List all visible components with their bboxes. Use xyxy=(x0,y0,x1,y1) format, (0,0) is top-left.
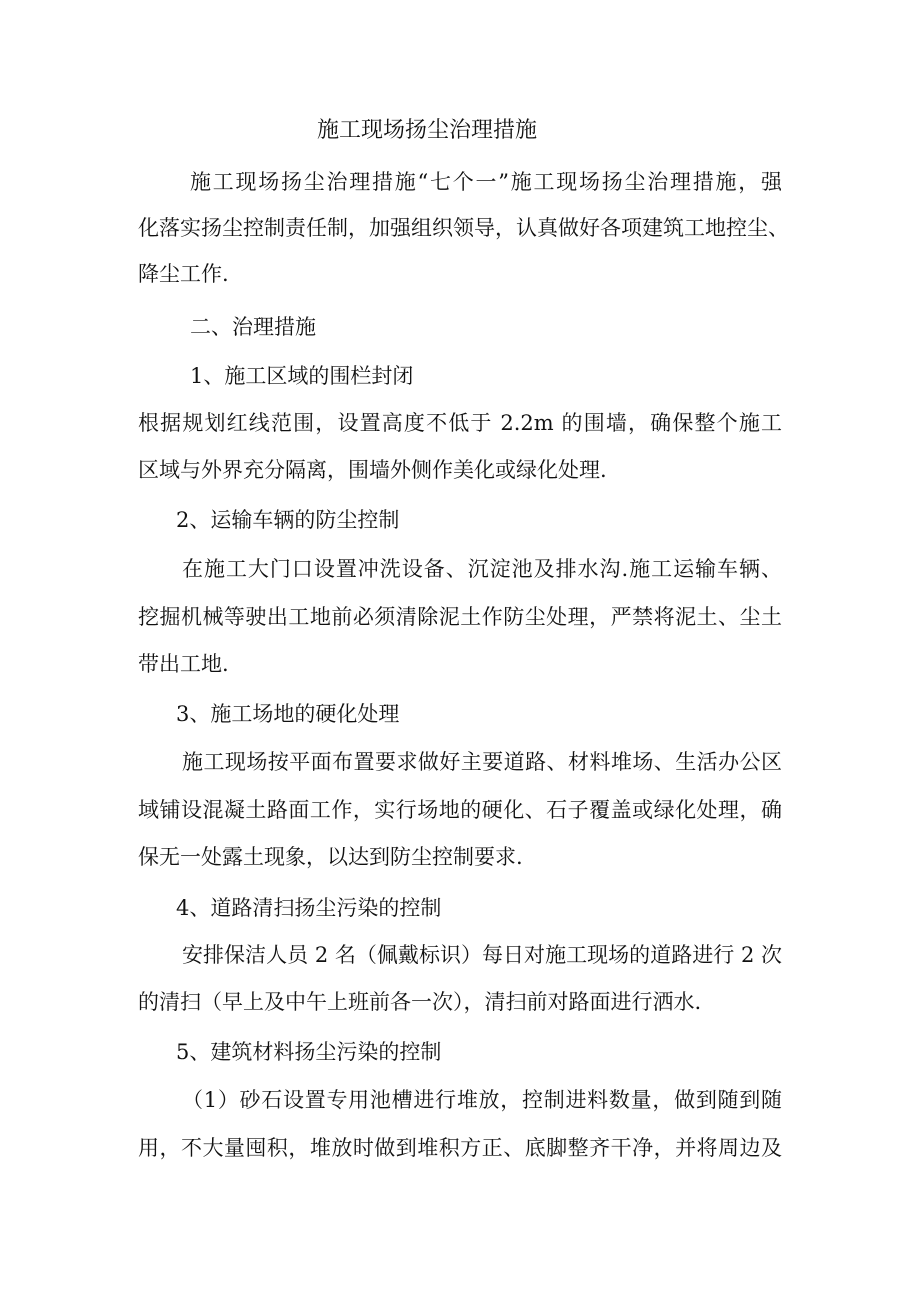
subsection-heading: 2、运输车辆的防尘控制 xyxy=(176,508,400,532)
paragraph-line: 区域与外界充分隔离，围墙外侧作美化或绿化处理. xyxy=(138,458,607,482)
subsection-heading: 5、建筑材料扬尘污染的控制 xyxy=(176,1040,442,1064)
paragraph-line: 域铺设混凝土路面工作，实行场地的硬化、石子覆盖或绿化处理，确 xyxy=(138,798,782,822)
paragraph-line: 施工现场按平面布置要求做好主要道路、材料堆场、生活办公区 xyxy=(182,750,782,774)
subsection-heading: 4、道路清扫扬尘污染的控制 xyxy=(176,896,442,920)
paragraph-line: 化落实扬尘控制责任制，加强组织领导，认真做好各项建筑工地控尘、 xyxy=(138,216,789,240)
paragraph-line: 施工现场扬尘治理措施“七个一”施工现场扬尘治理措施，强 xyxy=(190,170,782,194)
paragraph-line: 带出工地. xyxy=(138,652,229,676)
paragraph-line: 根据规划红线范围，设置高度不低于 2.2m 的围墙，确保整个施工 xyxy=(138,411,782,435)
paragraph-line: 的清扫（早上及中午上班前各一次），清扫前对路面进行洒水. xyxy=(138,990,702,1014)
paragraph-line: 安排保洁人员 2 名（佩戴标识）每日对施工现场的道路进行 2 次 xyxy=(182,943,782,967)
section-heading: 二、治理措施 xyxy=(190,315,316,339)
paragraph-line: 降尘工作. xyxy=(138,262,229,286)
paragraph-line: （1）砂石设置专用池槽进行堆放，控制进料数量，做到随到随 xyxy=(182,1088,782,1112)
subsection-heading: 1、施工区域的围栏封闭 xyxy=(190,364,414,388)
document-title: 施工现场扬尘治理措施 xyxy=(317,118,538,143)
paragraph-line: 保无一处露土现象，以达到防尘控制要求. xyxy=(138,845,523,869)
subsection-heading: 3、施工场地的硬化处理 xyxy=(176,702,400,726)
paragraph-line: 挖掘机械等驶出工地前必须清除泥土作防尘处理，严禁将泥土、尘土 xyxy=(138,605,782,629)
paragraph-line: 用，不大量囤积，堆放时做到堆积方正、底脚整齐干净，并将周边及 xyxy=(138,1136,782,1160)
paragraph-line: 在施工大门口设置冲洗设备、沉淀池及排水沟.施工运输车辆、 xyxy=(182,557,782,581)
